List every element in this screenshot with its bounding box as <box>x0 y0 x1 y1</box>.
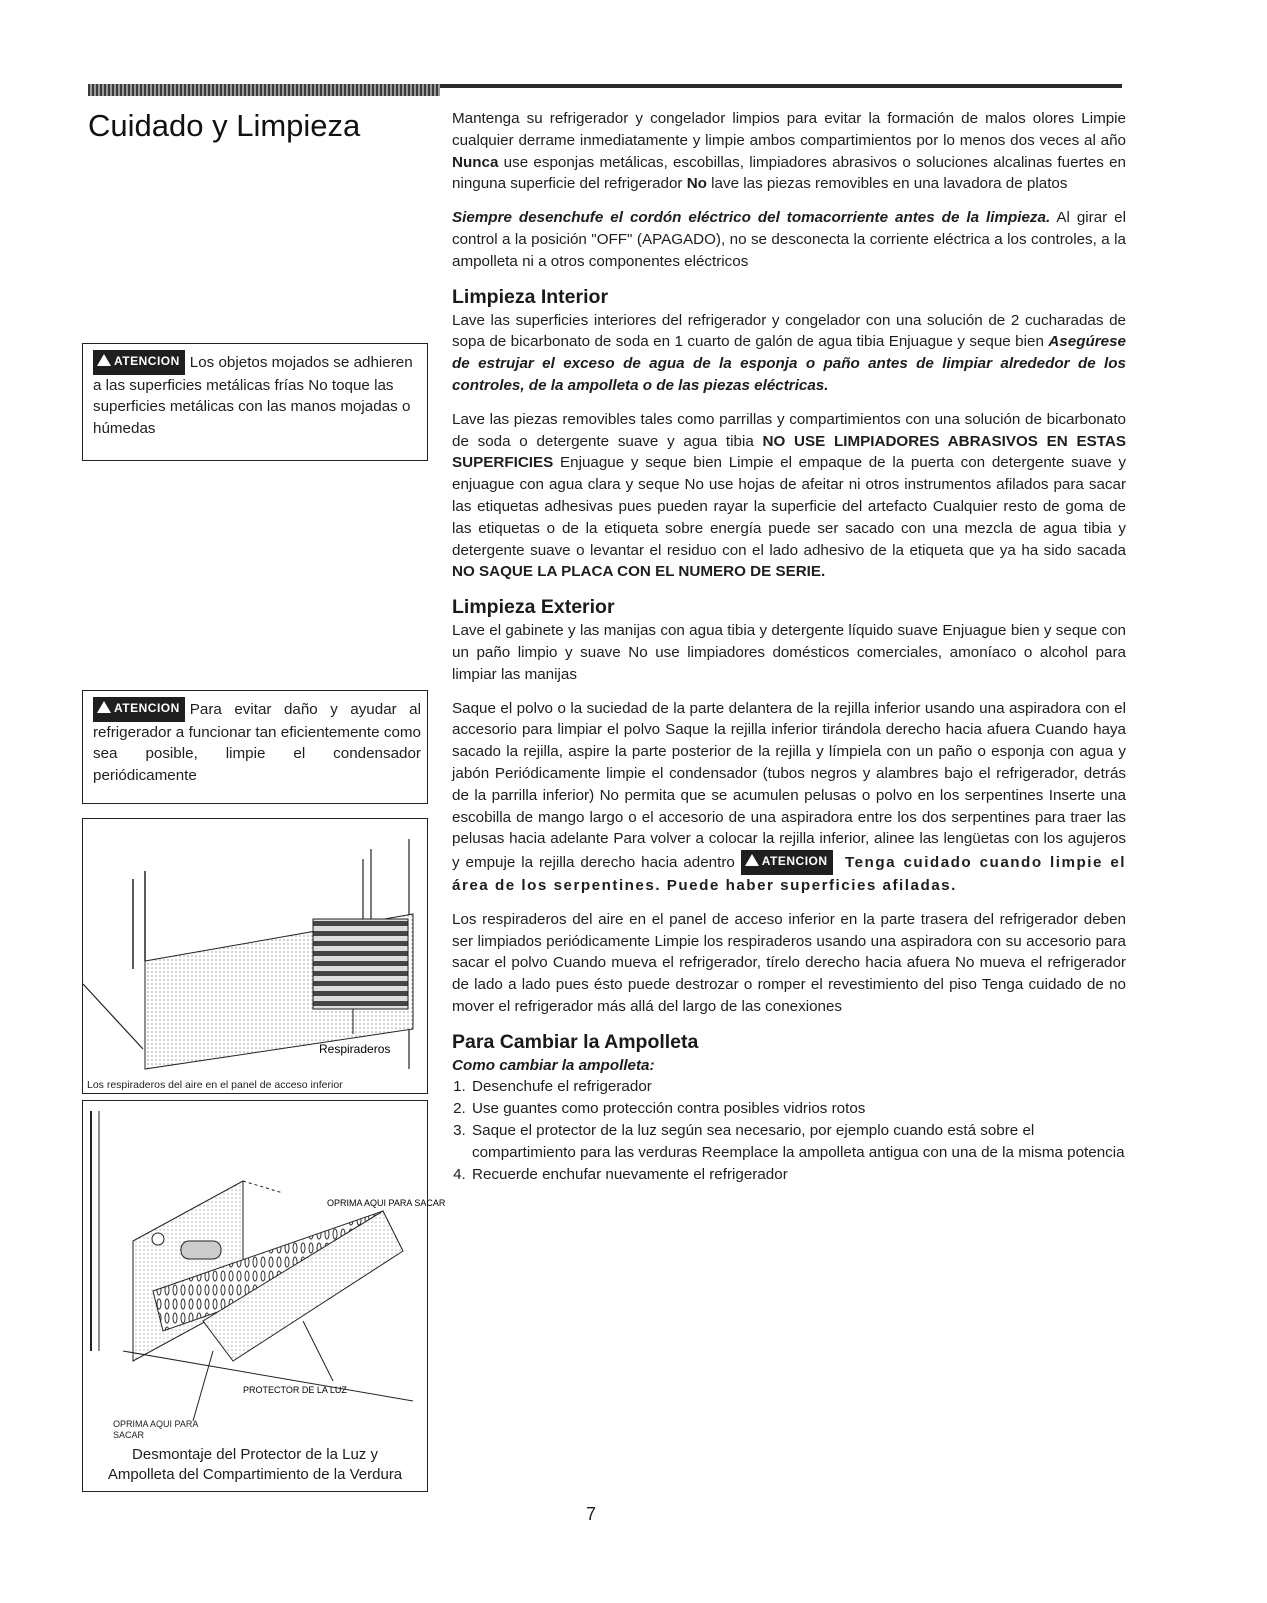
light-shield-illustration <box>83 1101 446 1431</box>
warning-badge <box>741 850 833 875</box>
exterior-paragraph-3: Los respiraderos del aire en el panel de acceso inferior en la parte trasera del refrigerador deben ser limpiados periódicamente Limpie los respiraderos usando una aspiradora con su accesorio para sacar el polvo Cuando mueva el refrigerador, tírelo derecho hacia afuera No mueva el refrigerador de lado a lado pues ésto puede destrozar o romper el revestimiento del piso Tenga cuidado de no mover el refrigerador más allá del largo de las conexiones <box>452 910 1126 1015</box>
interior-paragraph-2 <box>452 409 1126 583</box>
interior-heading: Limpieza Interior <box>452 285 609 308</box>
page-title: Cuidado y Limpieza <box>88 108 361 143</box>
vent-panel-illustration <box>83 819 426 1069</box>
exterior-paragraph-1: Lave el gabinete y las manijas con agua tibia y detergente líquido suave Enjuague bien y seque con un paño limpio y suave No use limpiadores domésticos comerciales, amoníaco o alcohol para limpiar las manijas <box>452 622 1126 683</box>
list-item: 2. Use guantes como protección contra posibles vidrios rotos <box>470 1098 1126 1120</box>
warning-triangle-icon <box>745 854 759 866</box>
light-protector-label: PROTECTOR DE LA LUZ <box>243 1385 347 1395</box>
emphasis: Asegúrese de estrujar el exceso de agua de la esponja o paño antes de limpiar alrededor de los controles, de la ampolleta o de las piezas eléctricas. <box>452 333 1126 394</box>
badge-label: ATENCION <box>114 354 180 368</box>
intro-paragraph <box>452 108 1126 195</box>
exterior-heading: Limpieza Exterior <box>452 596 615 619</box>
badge-label: ATENCION <box>761 854 828 869</box>
figure-light-shield <box>82 1100 446 1492</box>
main-text-column <box>452 108 1126 1185</box>
figure-caption <box>83 1445 427 1485</box>
bulb-steps-list <box>452 1076 1126 1185</box>
page-number: 7 <box>586 1504 597 1524</box>
warning-box-condenser <box>82 690 428 804</box>
text-run: Lave las superficies interiores del refrigerador y congelador con una solución de 2 cucharadas de sopa de bicarbonato de soda en 1 cuarto de galón de agua tibia Enjuague y seque bien <box>452 311 1126 351</box>
exterior-paragraph-2 <box>452 698 1126 897</box>
emphasis: Nunca <box>452 153 499 171</box>
warning-badge <box>93 697 185 722</box>
text-run: Mantenga su refrigerador y congelador limpios para evitar la formación de malos olores Limpie cualquier derrame inmediatamente y limpie ambos compartimientos por lo menos dos veces al año <box>452 110 1126 149</box>
text-run: lave las piezas removibles en una lavadora de platos <box>706 175 1068 193</box>
figure-vents <box>82 818 428 1094</box>
unplug-paragraph <box>452 207 1126 272</box>
text-run: Al girar el control a la posición "OFF" (APAGADO), no se desconecta la corriente eléctrica a los controles, a la ampolleta ni a otros componentes eléctricos <box>452 209 1127 270</box>
text-run: use esponjas metálicas, escobillas, limpiadores abrasivos o soluciones alcalinas fuertes en ninguna superficie del refrigerador <box>452 153 1126 193</box>
list-item: 4. Recuerde enchufar nuevamente el refrigerador <box>470 1164 1126 1186</box>
emphasis: No <box>686 175 707 193</box>
caption-line: Ampolleta del Compartimiento de la Verdura <box>107 1466 403 1483</box>
emphasis: NO SAQUE LA PLACA CON EL NUMERO DE SERIE. <box>452 563 826 581</box>
warning-text: Para evitar daño y ayudar al refrigerador a funcionar tan eficientemente como sea posible, limpie el condensador periódicamente <box>93 701 421 784</box>
figure-caption: Los respiraderos del aire en el panel de acceso inferior <box>87 1079 343 1091</box>
warning-badge <box>93 350 185 375</box>
bulb-heading: Para Cambiar la Ampolleta <box>452 1030 699 1053</box>
list-item: 3. Saque el protector de la luz según sea necesario, por ejemplo cuando está sobre el compartimiento para las verduras Reemplace la ampolleta antigua con una de la misma potencia <box>470 1120 1126 1164</box>
caption-line: Desmontaje del Protector de la Luz y <box>132 1446 378 1463</box>
emphasis: Tenga cuidado cuando limpie el área de los serpentines. Puede haber superficies afiladas. <box>452 854 1126 894</box>
press-here-top-label: OPRIMA AQUI PARA SACAR <box>327 1198 446 1208</box>
warning-triangle-icon <box>97 354 111 366</box>
interior-paragraph-1 <box>452 310 1126 397</box>
text-run: Lave las piezas removibles tales como parrillas y compartimientos con una solución de bicarbonato de soda o detergente suave y agua tibia <box>452 410 1126 450</box>
bulb-subheading: Como cambiar la ampolleta: <box>452 1056 655 1074</box>
press-here-bottom-label: OPRIMA AQUI PARA SACAR <box>113 1419 198 1440</box>
vents-label: Respiraderos <box>319 1042 391 1056</box>
emphasis: NO USE LIMPIADORES ABRASIVOS EN ESTAS SUPERFICIES <box>452 432 1127 472</box>
text-run: Enjuague y seque bien Limpie el empaque de la puerta con detergente suave y enjuague con agua clara y seque No use hojas de afeitar ni otros instrumentos afilados para sacar las etiquetas adhesivas pues pueden rayar la superficie del artefacto Cualquier resto de goma de las etiquetas o de la etiqueta sobre energía puede ser sacado con una mezcla de agua tibia y detergente suave o levantar el residuo con el lado adhesivo de la etiqueta que ya ha sido sacada <box>452 454 1126 559</box>
title-shade-bar <box>88 84 440 96</box>
warning-text: Los objetos mojados se adhieren a las superficies metálicas frías No toque las superficies metálicas con las manos mojadas o húmedas <box>93 354 413 437</box>
emphasis: Siempre desenchufe el cordón eléctrico del tomacorriente antes de la limpieza. <box>452 209 1051 227</box>
list-item: 1. Desenchufe el refrigerador <box>470 1076 1126 1098</box>
badge-label: ATENCION <box>114 701 180 715</box>
warning-box-wet-objects <box>82 343 428 461</box>
warning-triangle-icon <box>97 701 111 713</box>
text-run: Saque el polvo o la suciedad de la parte delantera de la rejilla inferior usando una aspiradora con el accesorio para limpiar el polvo Saque la rejilla inferior tirándola derecho hacia afuera Cuando haya sacado la rejilla, aspire la parte posterior de la rejilla y límpiela con un paño o esponja con agua y jabón Periódicamente limpie el condensador (tubos negros y alambres bajo el refrigerador, detrás de la parrilla inferior) No permita que se acumulen pelusas o polvo en los serpentines Inserte una escobilla de mango largo o el accesorio de una aspiradora entre los dos serpentines para traer las pelusas hacia adelante Para volver a colocar la rejilla inferior, alinee las lengüetas con los agujeros y empuje la rejilla derecho hacia adentro <box>452 699 1126 872</box>
